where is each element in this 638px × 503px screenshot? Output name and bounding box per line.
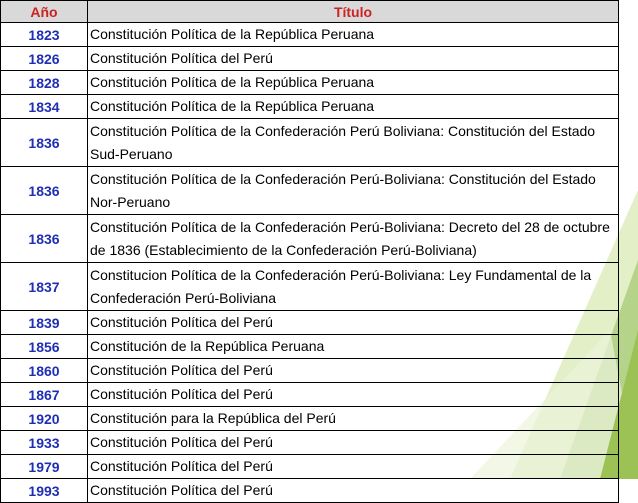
row-title: Constitución Política de la Confederación Perú Boliviana: Constitución del Estado Sud-Peruano xyxy=(88,119,619,167)
table-header-row xyxy=(1,1,619,23)
row-year: 1856 xyxy=(1,335,88,359)
row-title: Constitución Política del Perú xyxy=(88,359,619,383)
row-title: Constitución Política del Perú xyxy=(88,47,619,71)
table-row xyxy=(1,23,619,47)
row-year: 1839 xyxy=(1,311,88,335)
row-title: Constitución Política de la República Peruana xyxy=(88,71,619,95)
table-row xyxy=(1,383,619,407)
row-title: Constitución Política del Perú xyxy=(88,431,619,455)
row-title: Constitución de la República Peruana xyxy=(88,335,619,359)
row-year: 1823 xyxy=(1,23,88,47)
table-row xyxy=(1,455,619,479)
row-year: 1836 xyxy=(1,119,88,167)
row-year: 1834 xyxy=(1,95,88,119)
table-row xyxy=(1,95,619,119)
row-year: 1920 xyxy=(1,407,88,431)
table-row xyxy=(1,431,619,455)
row-title: Constitución para la República del Perú xyxy=(88,407,619,431)
row-year: 1836 xyxy=(1,215,88,263)
row-title: Constitución Política del Perú xyxy=(88,311,619,335)
table-row xyxy=(1,311,619,335)
table-row xyxy=(1,335,619,359)
row-title: Constitución Política de la Confederación Perú-Boliviana: Constitución del Estado Nor-Peruano xyxy=(88,167,619,215)
table-row xyxy=(1,263,619,311)
table-row xyxy=(1,167,619,215)
row-title: Constitución Política del Perú xyxy=(88,383,619,407)
header-year: Año xyxy=(1,1,88,23)
row-year: 1860 xyxy=(1,359,88,383)
row-year: 1979 xyxy=(1,455,88,479)
table-row xyxy=(1,119,619,167)
row-year: 1837 xyxy=(1,263,88,311)
table-row xyxy=(1,359,619,383)
header-title: Título xyxy=(88,1,619,23)
table-row xyxy=(1,215,619,263)
table-row xyxy=(1,407,619,431)
row-year: 1933 xyxy=(1,431,88,455)
row-title: Constitución Política del Perú xyxy=(88,455,619,479)
table-row xyxy=(1,71,619,95)
row-year: 1826 xyxy=(1,47,88,71)
row-title: Constitución Política de la República Peruana xyxy=(88,95,619,119)
row-title: Constitución Política del Perú xyxy=(88,479,619,503)
table-row xyxy=(1,479,619,503)
row-title: Constitución Política de la Confederación Perú-Boliviana: Decreto del 28 de octubre de 1836 (Establecimiento de la Confederación Perú-Boliviana) xyxy=(88,215,619,263)
row-year: 1867 xyxy=(1,383,88,407)
row-year: 1836 xyxy=(1,167,88,215)
table-row xyxy=(1,47,619,71)
row-title: Constitución Política de la República Peruana xyxy=(88,23,619,47)
row-title: Constitucion Política de la Confederación Perú-Boliviana: Ley Fundamental de la Confederación Perú-Boliviana xyxy=(88,263,619,311)
row-year: 1828 xyxy=(1,71,88,95)
row-year: 1993 xyxy=(1,479,88,503)
